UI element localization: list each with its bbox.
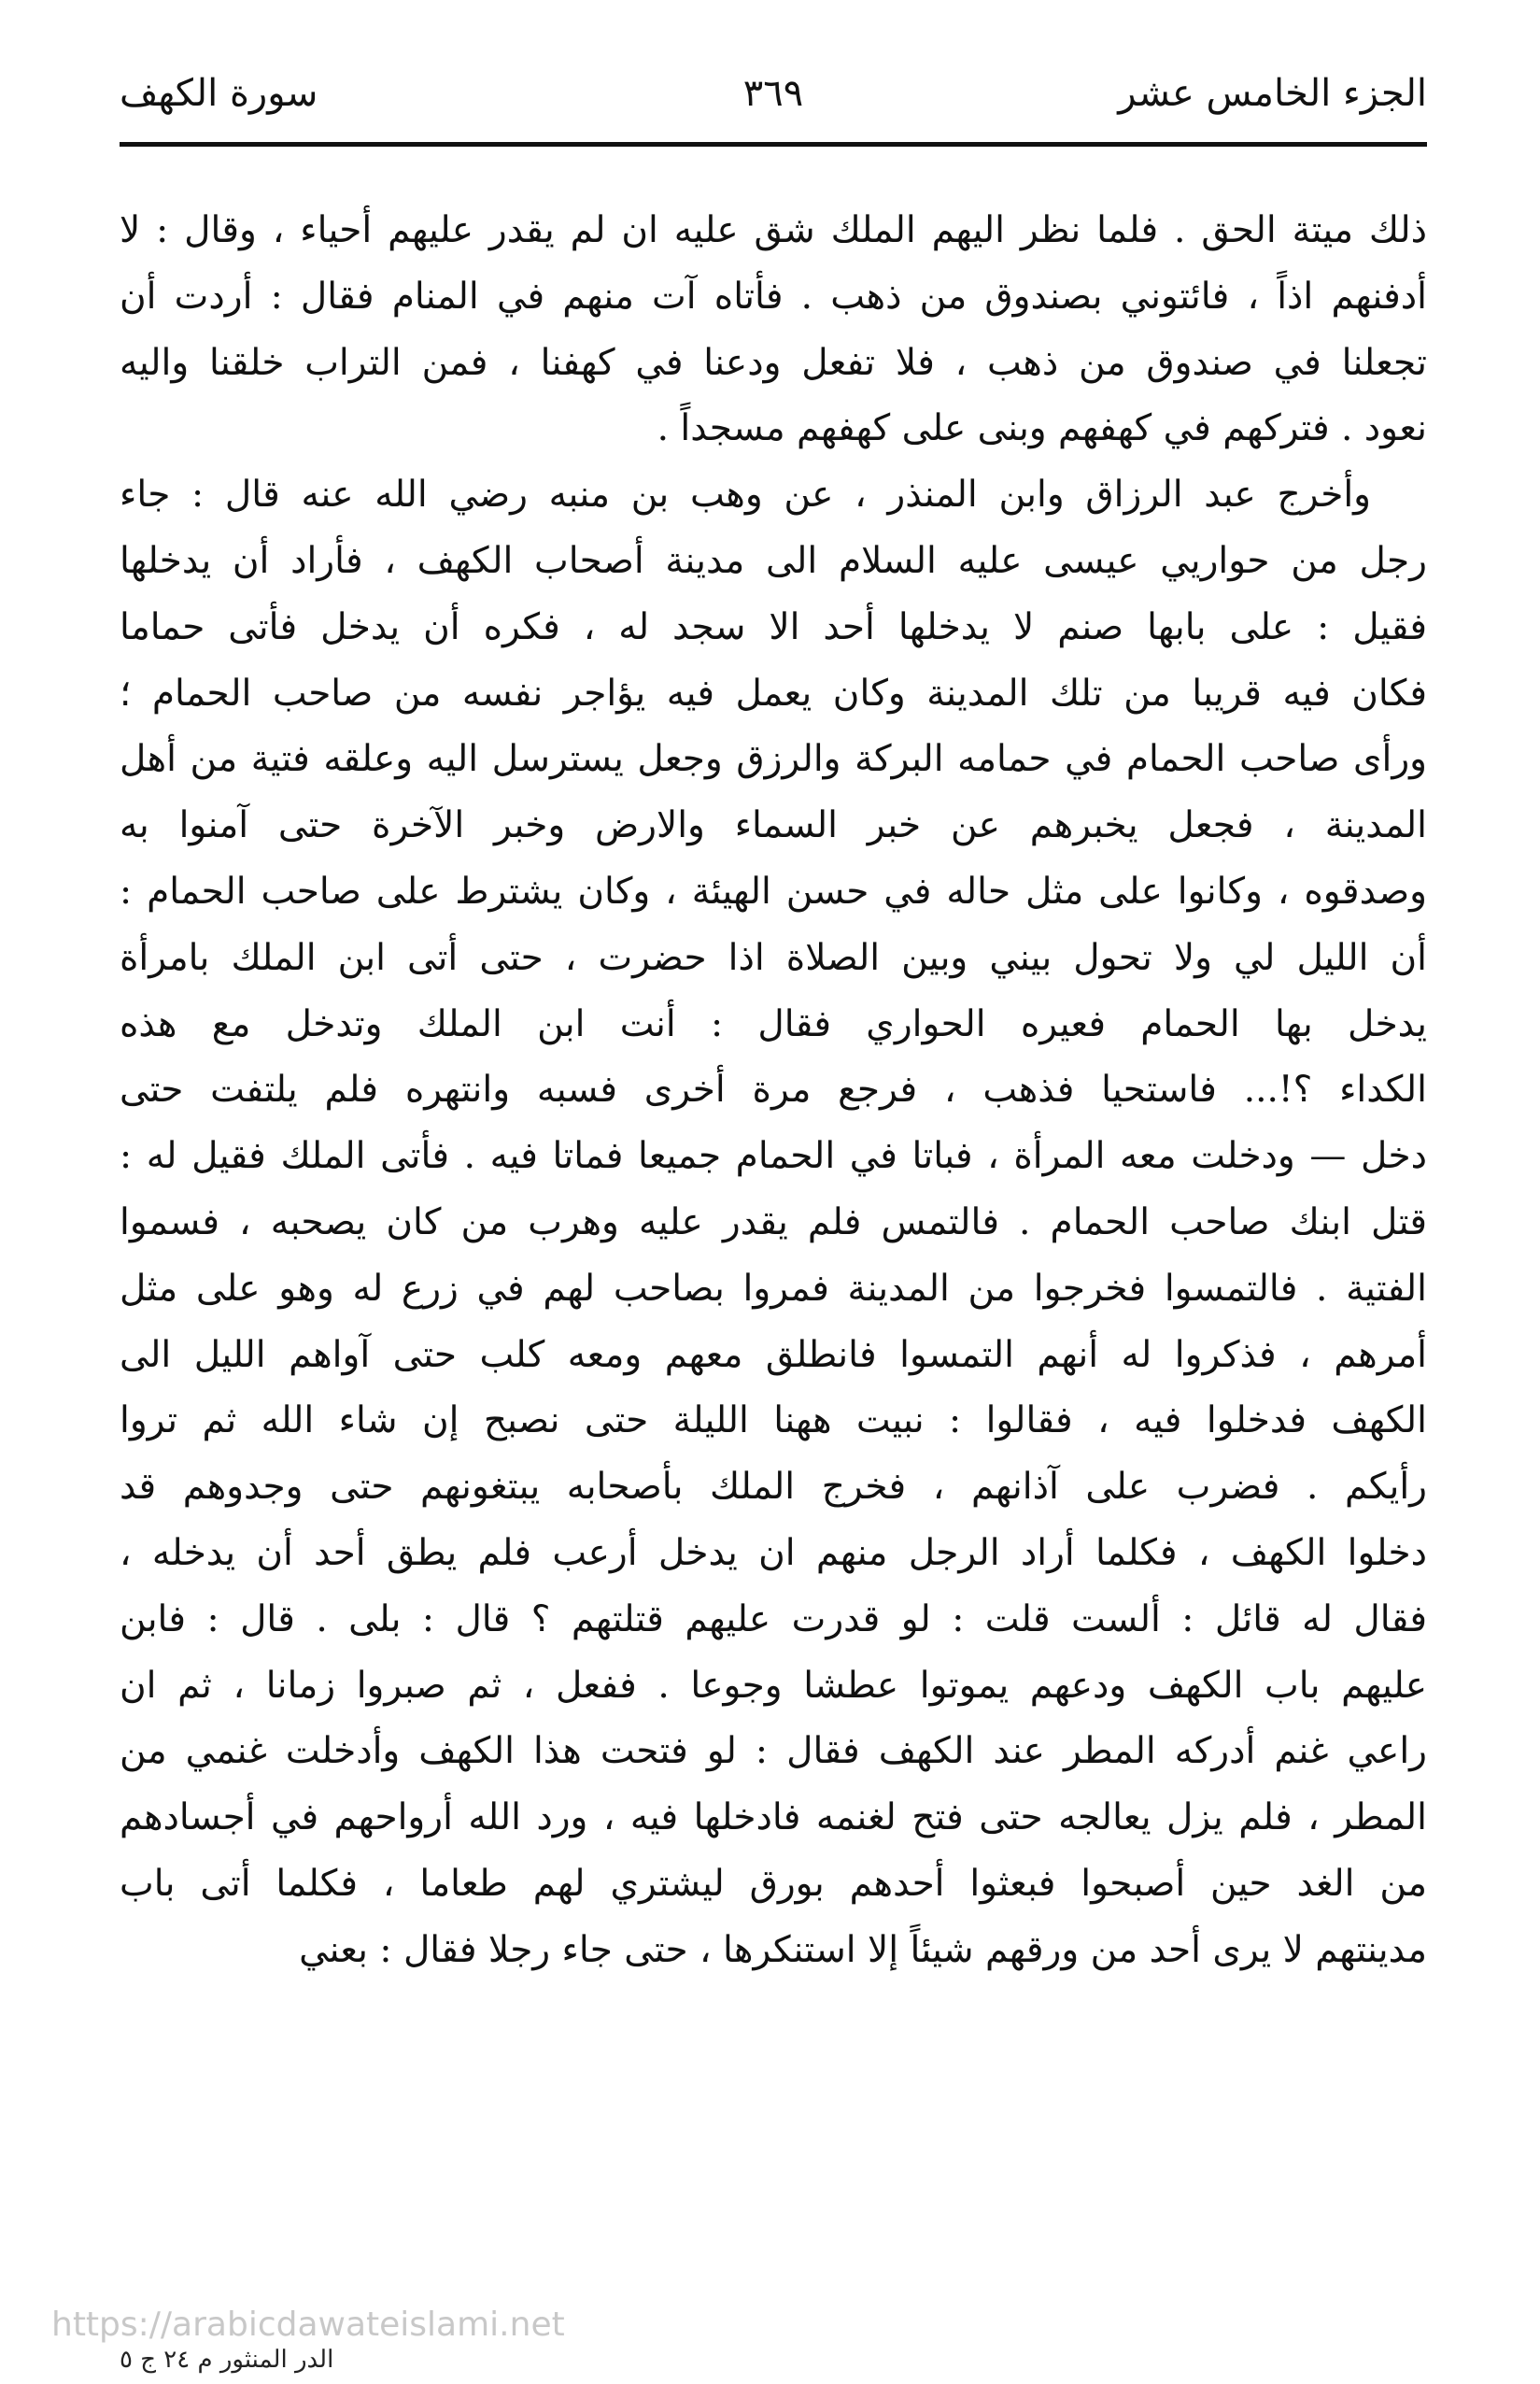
text-line: فقيل : على بابها صنم لا يدخلها أحد الا سجد له ، فكره أن يدخل فأتى حماما [120,605,1427,648]
text-line: الكداء ؟!... فاستحيا فذهب ، فرجع مرة أخرى فسبه وانتهره فلم يلتفت حتى [120,1069,1427,1112]
text-line: رأيكم . فضرب على آذانهم ، فخرج الملك بأصحابه يبتغونهم حتى وجدوهم قد [120,1466,1427,1509]
text-line: رجل من حواريي عيسى عليه السلام الى مدينة أصحاب الكهف ، فأراد أن يدخلها [120,539,1427,582]
text-line: ورأى صاحب الحمام في حمامه البركة والرزق وجعل يسترسل اليه وعلقه فتية من أهل [120,738,1427,781]
text-line: قتل ابنك صاحب الحمام . فالتمس فلم يقدر عليه وهرب من كان يصحبه ، فسموا [120,1200,1427,1243]
text-line: الكهف فدخلوا فيه ، فقالوا : نبيت ههنا الليلة حتى نصبح إن شاء الله ثم تروا [120,1399,1427,1442]
text-line: أن الليل لي ولا تحول بيني وبين الصلاة اذا حضرت ، حتى أتى ابن الملك بامرأة [120,936,1427,979]
header-divider [120,142,1427,147]
text-line: أدفنهم اذاً ، فائتوني بصندوق من ذهب . فأتاه آت منهم في المنام فقال : أردت أن [120,275,1427,318]
text-line: الفتية . فالتمسوا فخرجوا من المدينة فمروا بصاحب لهم في زرع له وهو على مثل [120,1267,1427,1310]
text-line: تجعلنا في صندوق من ذهب ، فلا تفعل ودعنا في كهفنا ، فمن التراب خلقنا واليه [120,341,1427,384]
text-line: فكان فيه قريبا من تلك المدينة وكان يعمل فيه يؤاجر نفسه من صاحب الحمام ؛ [120,672,1427,715]
surah-title: سورة الكهف [120,72,318,115]
book-signature: الدر المنثور م ٢٤ ج ٥ [120,2346,334,2374]
text-line: أمرهم ، فذكروا له أنهم التمسوا فانطلق معهم ومعه كلب حتى آواهم الليل الى [120,1333,1427,1376]
text-line: من الغد حين أصبحوا فبعثوا أحدهم بورق ليشتري لهم طعاما ، فكلما أتى باب [120,1862,1427,1905]
site-watermark: https://arabicdawateislami.net [51,2306,565,2344]
text-line: وأخرج عبد الرزاق وابن المنذر ، عن وهب بن منبه رضي الله عنه قال : جاء [120,474,1371,517]
text-line: ذلك ميتة الحق . فلما نظر اليهم الملك شق عليه ان لم يقدر عليهم أحياء ، وقال : لا [120,209,1427,251]
page-number: ٣٦٩ [742,72,804,115]
text-line: عليهم باب الكهف ودعهم يموتوا عطشا وجوعا . ففعل ، ثم صبروا زمانا ، ثم ان [120,1664,1427,1707]
page-body [120,198,1427,1984]
running-header [120,65,1427,131]
text-line: راعي غنم أدركه المطر عند الكهف فقال : لو فتحت هذا الكهف وأدخلت غنمي من [120,1730,1427,1773]
text-line: مدينتهم لا يرى أحد من ورقهم شيئاً إلا استنكرها ، حتى جاء رجلا فقال : بعني [299,1928,1427,1971]
text-line: فقال له قائل : ألست قلت : لو قدرت عليهم قتلتهم ؟ قال : بلى . قال : فابن [120,1597,1427,1640]
text-line: المدينة ، فجعل يخبرهم عن خبر السماء والارض وخبر الآخرة حتى آمنوا به [120,804,1427,847]
part-title: الجزء الخامس عشر [1118,72,1427,115]
text-line: وصدقوه ، وكانوا على مثل حاله في حسن الهيئة ، وكان يشترط على صاحب الحمام : [120,870,1427,913]
text-line: نعود . فتركهم في كهفهم وبنى على كهفهم مسجداً . [657,407,1427,450]
text-line: دخلوا الكهف ، فكلما أراد الرجل منهم ان يدخل أرعب فلم يطق أحد أن يدخله ، [120,1531,1427,1574]
text-line: دخل — ودخلت معه المرأة ، فباتا في الحمام جميعا فماتا فيه . فأتى الملك فقيل له : [120,1135,1427,1178]
text-line: يدخل بها الحمام فعيره الحواري فقال : أنت ابن الملك وتدخل مع هذه [120,1002,1427,1045]
text-line: المطر ، فلم يزل يعالجه حتى فتح لغنمه فادخلها فيه ، ورد الله أرواحهم في أجسادهم [120,1796,1427,1839]
